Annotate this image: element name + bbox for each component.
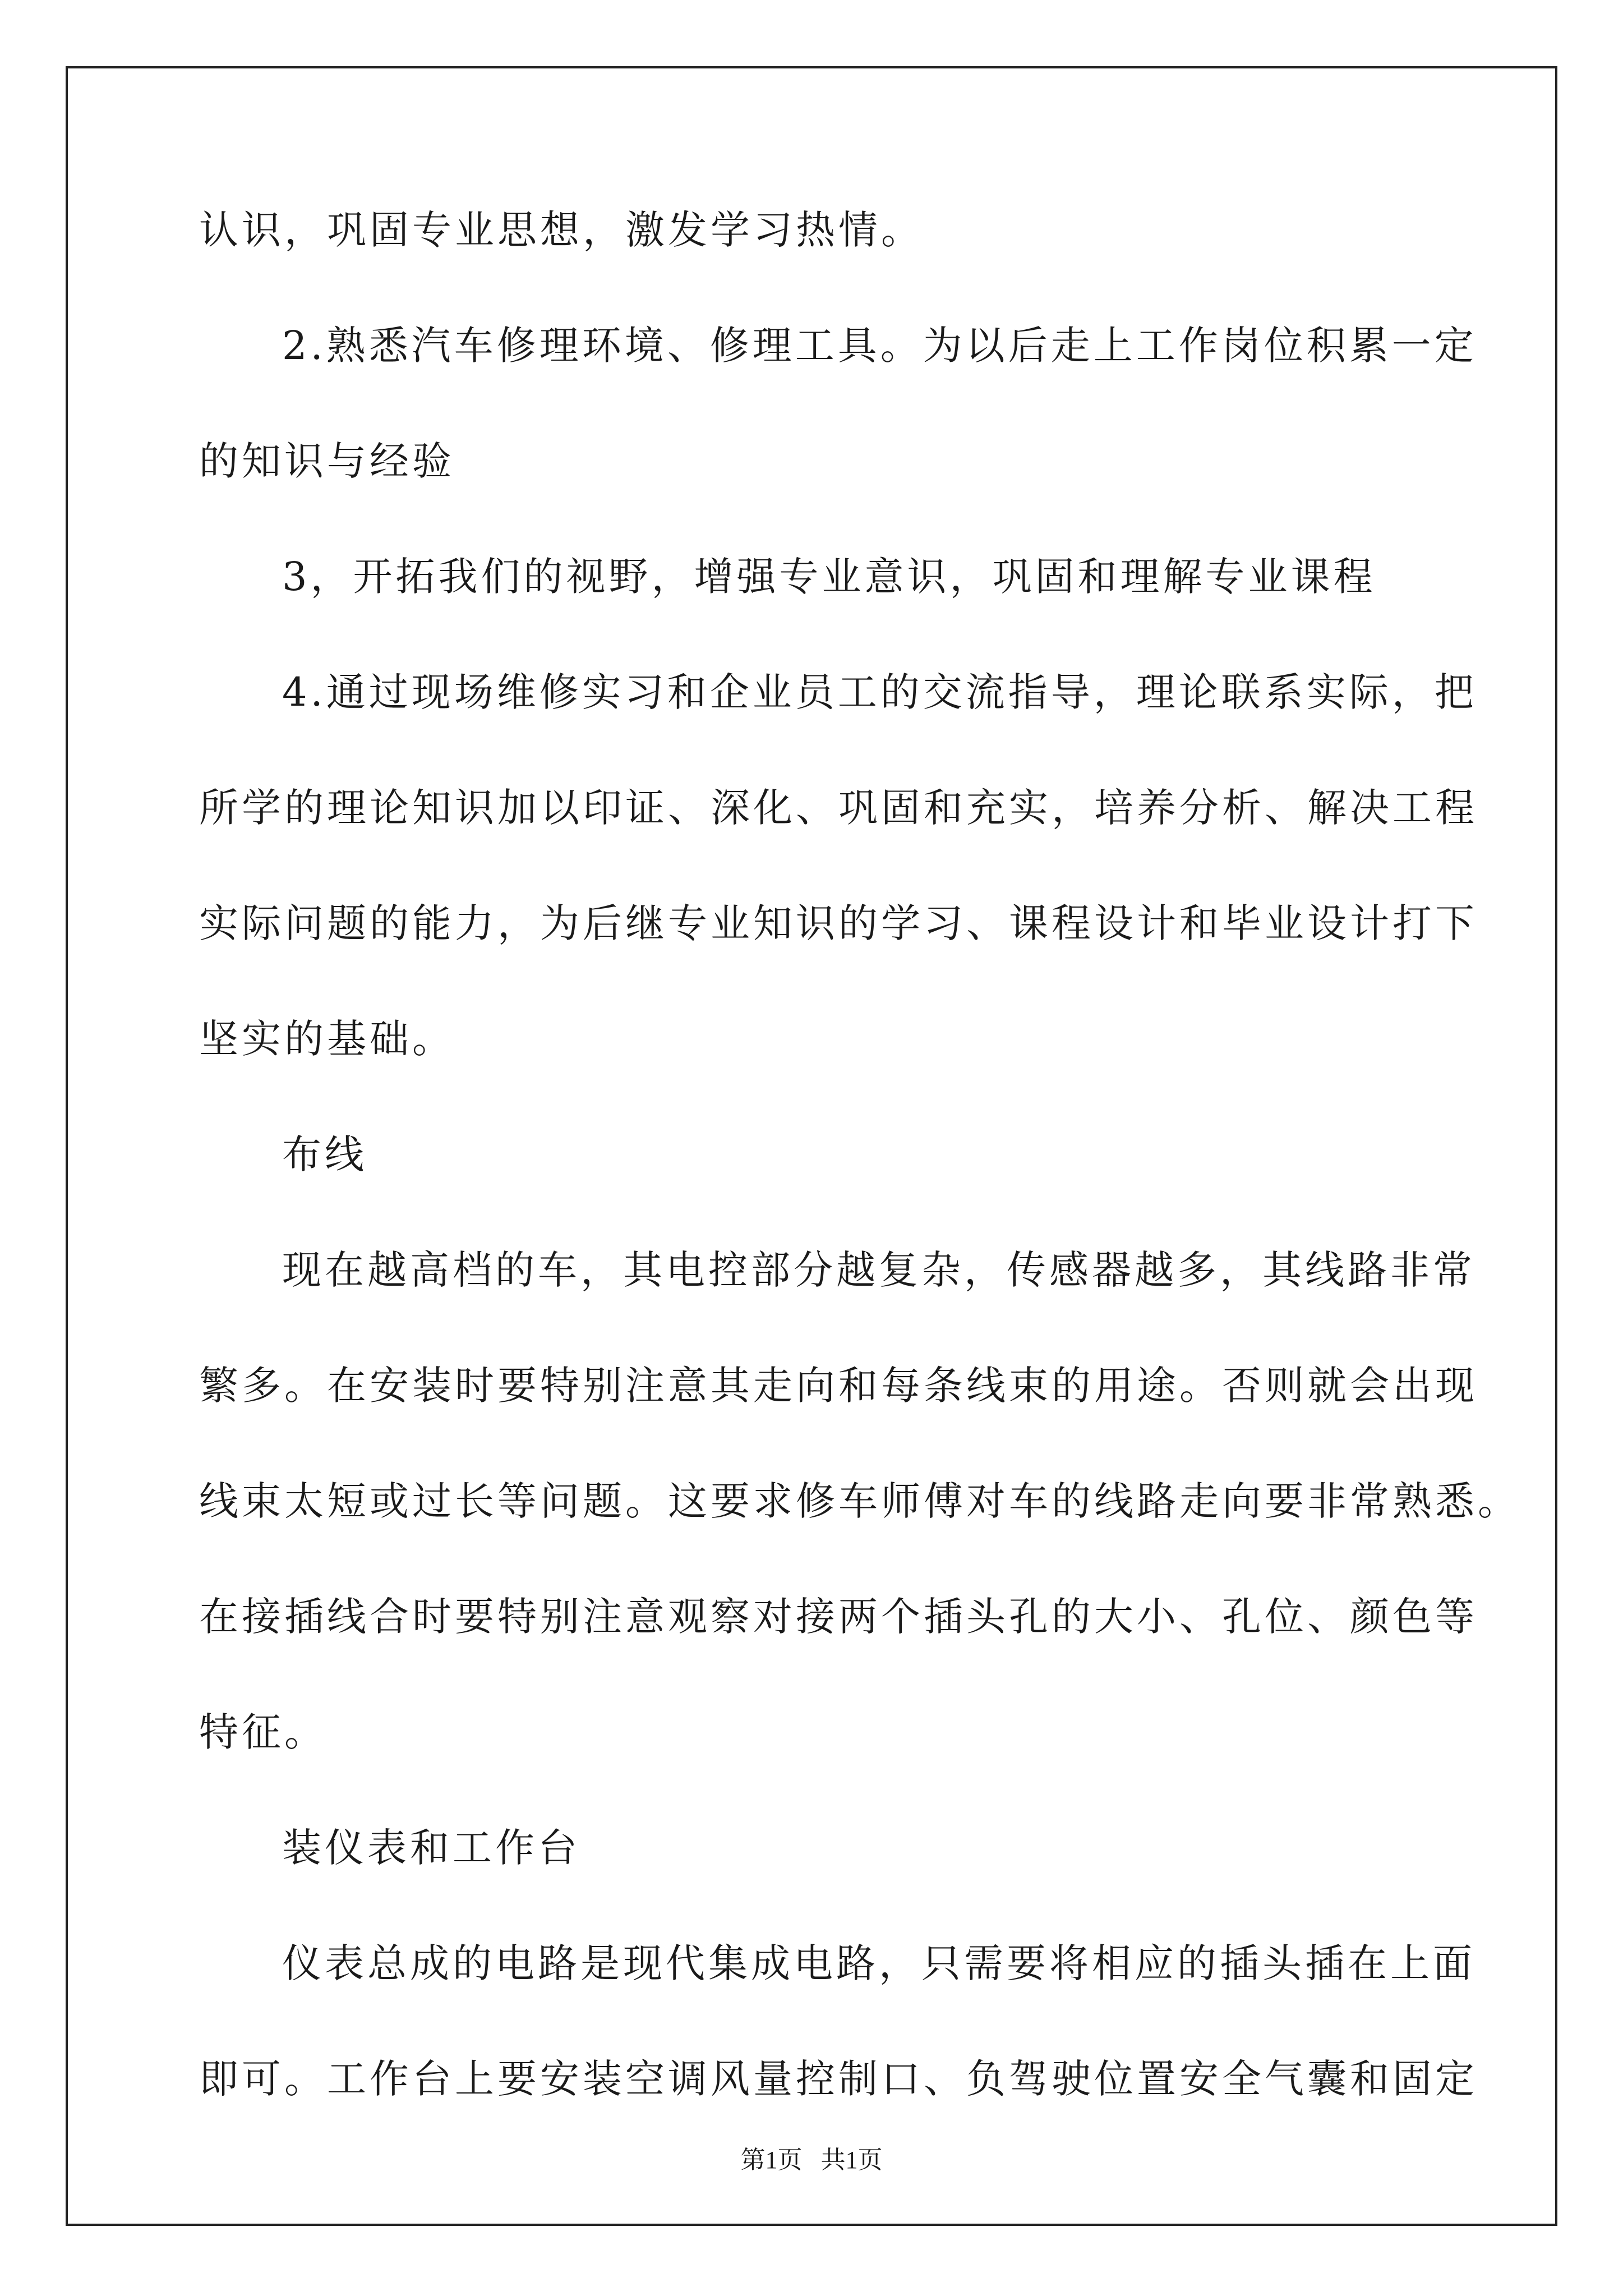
text-line: 线束太短或过长等问题。这要求修车师傅对车的线路走向要非常熟悉。 — [199, 1478, 1520, 1524]
text-line: 即可。工作台上要安装空调风量控制口、负驾驶位置安全气囊和固定 — [199, 2056, 1478, 2102]
text-line: 现在越高档的车，其电控部分越复杂，传感器越多，其线路非常 — [282, 1247, 1476, 1293]
text-line: 特征。 — [199, 1709, 327, 1755]
section-heading: 装仪表和工作台 — [282, 1825, 580, 1871]
page-footer: 第1页 共1页 — [740, 2146, 883, 2174]
text-line: 坚实的基础。 — [199, 1016, 455, 1062]
text-line: 仪表总成的电路是现代集成电路，只需要将相应的插头插在上面 — [282, 1940, 1476, 1986]
text-line: 所学的理论知识加以印证、深化、巩固和充实，培养分析、解决工程 — [199, 785, 1478, 831]
text-line: 认识，巩固专业思想，激发学习热情。 — [199, 207, 924, 253]
text-line: 3，开拓我们的视野，增强专业意识，巩固和理解专业课程 — [282, 554, 1376, 600]
section-heading: 布线 — [282, 1131, 367, 1177]
text-line: 繁多。在安装时要特别注意其走向和每条线束的用途。否则就会出现 — [199, 1363, 1478, 1409]
text-line: 的知识与经验 — [199, 438, 455, 484]
text-line: 4.通过现场维修实习和企业员工的交流指导，理论联系实际，把 — [282, 669, 1477, 715]
text-line: 2.熟悉汽车修理环境、修理工具。为以后走上工作岗位积累一定 — [282, 323, 1477, 369]
text-line: 实际问题的能力，为后继专业知识的学习、课程设计和毕业设计打下 — [199, 900, 1478, 946]
text-line: 在接插线合时要特别注意观察对接两个插头孔的大小、孔位、颜色等 — [199, 1594, 1478, 1640]
